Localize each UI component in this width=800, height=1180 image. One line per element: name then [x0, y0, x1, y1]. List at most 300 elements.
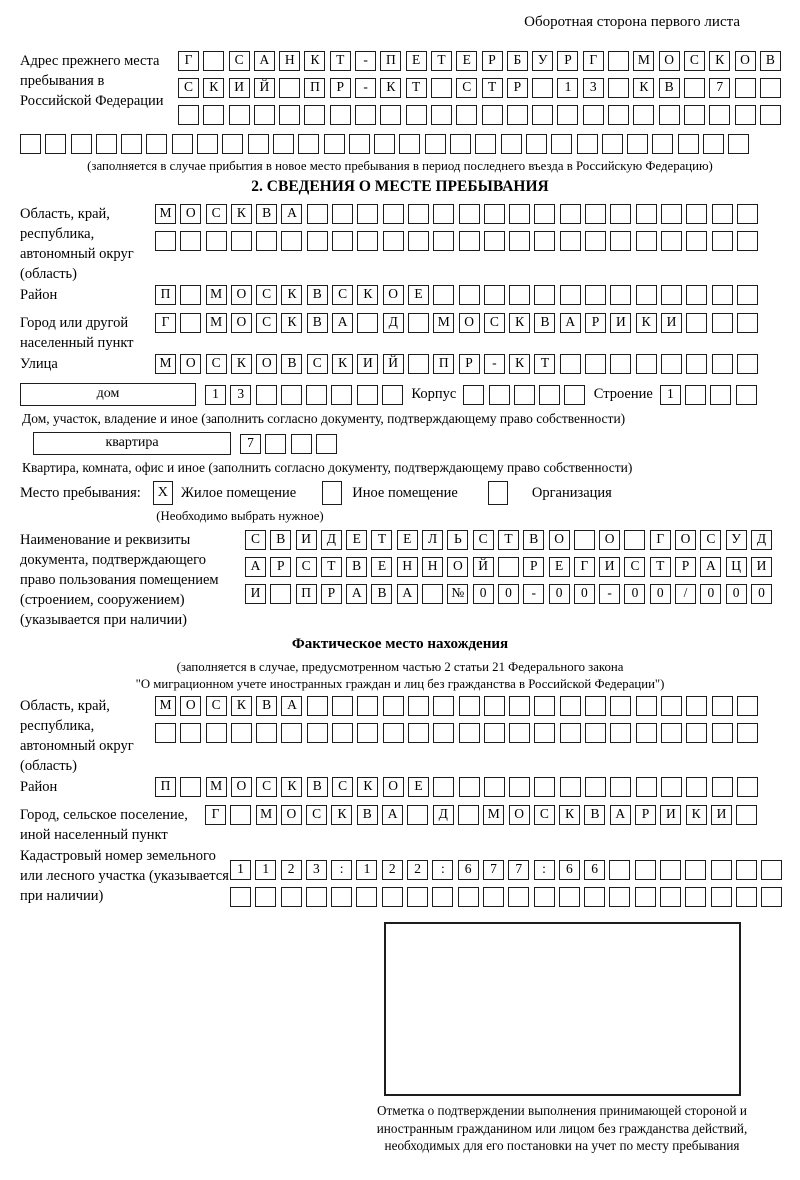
char-cell[interactable]: Е [456, 51, 477, 71]
char-cell[interactable] [357, 385, 378, 405]
char-cell[interactable]: И [660, 805, 681, 825]
char-cell[interactable]: С [206, 696, 227, 716]
char-cell[interactable] [307, 723, 328, 743]
char-cell[interactable] [684, 105, 705, 125]
char-cell[interactable] [564, 385, 585, 405]
char-cell[interactable]: В [584, 805, 605, 825]
char-cell[interactable]: - [355, 51, 376, 71]
char-cell[interactable] [534, 696, 555, 716]
char-cell[interactable] [463, 385, 484, 405]
char-cell[interactable] [686, 204, 707, 224]
char-cell[interactable] [585, 777, 606, 797]
char-cell[interactable]: У [726, 530, 747, 550]
char-cell[interactable] [509, 204, 530, 224]
char-cell[interactable] [712, 777, 733, 797]
char-cell[interactable]: О [383, 777, 404, 797]
char-cell[interactable] [456, 105, 477, 125]
char-cell[interactable] [534, 231, 555, 251]
char-cell[interactable]: К [509, 313, 530, 333]
char-cell[interactable]: В [659, 78, 680, 98]
char-cell[interactable] [172, 134, 193, 154]
char-cell[interactable]: А [346, 584, 367, 604]
char-cell[interactable] [231, 231, 252, 251]
char-cell[interactable] [509, 285, 530, 305]
char-cell[interactable]: Р [270, 557, 291, 577]
char-cell[interactable] [685, 385, 706, 405]
char-cell[interactable] [433, 204, 454, 224]
char-cell[interactable]: 0 [650, 584, 671, 604]
char-cell[interactable] [686, 777, 707, 797]
char-cell[interactable]: Б [507, 51, 528, 71]
char-cell[interactable] [279, 105, 300, 125]
checkbox-residential[interactable]: X [153, 481, 173, 505]
char-cell[interactable] [508, 887, 529, 907]
char-cell[interactable]: Й [473, 557, 494, 577]
char-cell[interactable] [610, 231, 631, 251]
char-cell[interactable] [610, 204, 631, 224]
char-cell[interactable] [728, 134, 749, 154]
char-cell[interactable]: О [231, 285, 252, 305]
char-cell[interactable] [203, 51, 224, 71]
char-cell[interactable] [458, 805, 479, 825]
char-cell[interactable]: А [700, 557, 721, 577]
char-cell[interactable]: О [509, 805, 530, 825]
char-cell[interactable] [661, 231, 682, 251]
char-cell[interactable] [306, 385, 327, 405]
char-cell[interactable] [484, 777, 505, 797]
char-cell[interactable]: Е [408, 777, 429, 797]
char-cell[interactable] [737, 777, 758, 797]
char-cell[interactable]: / [675, 584, 696, 604]
char-cell[interactable]: 3 [230, 385, 251, 405]
char-cell[interactable] [560, 285, 581, 305]
char-cell[interactable] [459, 696, 480, 716]
char-cell[interactable] [316, 434, 337, 454]
char-cell[interactable] [560, 204, 581, 224]
char-cell[interactable]: 0 [624, 584, 645, 604]
char-cell[interactable] [307, 204, 328, 224]
char-cell[interactable] [526, 134, 547, 154]
char-cell[interactable] [180, 231, 201, 251]
char-cell[interactable]: 0 [700, 584, 721, 604]
char-cell[interactable]: А [332, 313, 353, 333]
char-cell[interactable]: О [735, 51, 756, 71]
char-cell[interactable]: В [307, 313, 328, 333]
char-cell[interactable] [624, 530, 645, 550]
char-cell[interactable] [121, 134, 142, 154]
char-cell[interactable]: Г [155, 313, 176, 333]
char-cell[interactable] [380, 105, 401, 125]
char-cell[interactable]: П [304, 78, 325, 98]
char-cell[interactable] [737, 231, 758, 251]
char-cell[interactable]: Л [422, 530, 443, 550]
char-cell[interactable]: В [307, 777, 328, 797]
char-cell[interactable]: О [180, 204, 201, 224]
char-cell[interactable] [659, 105, 680, 125]
char-cell[interactable] [760, 105, 781, 125]
char-cell[interactable] [484, 696, 505, 716]
char-cell[interactable] [583, 105, 604, 125]
char-cell[interactable] [735, 105, 756, 125]
char-cell[interactable]: И [296, 530, 317, 550]
char-cell[interactable] [279, 78, 300, 98]
char-cell[interactable]: К [559, 805, 580, 825]
char-cell[interactable] [332, 204, 353, 224]
char-cell[interactable]: Р [557, 51, 578, 71]
char-cell[interactable] [760, 78, 781, 98]
char-cell[interactable] [231, 723, 252, 743]
char-cell[interactable] [180, 723, 201, 743]
char-cell[interactable] [357, 723, 378, 743]
char-cell[interactable]: Р [585, 313, 606, 333]
char-cell[interactable] [735, 78, 756, 98]
char-cell[interactable] [256, 231, 277, 251]
char-cell[interactable] [532, 78, 553, 98]
char-cell[interactable]: Е [408, 285, 429, 305]
char-cell[interactable] [431, 78, 452, 98]
char-cell[interactable]: Т [650, 557, 671, 577]
char-cell[interactable]: М [633, 51, 654, 71]
char-cell[interactable]: К [231, 696, 252, 716]
char-cell[interactable] [432, 887, 453, 907]
char-cell[interactable]: О [231, 313, 252, 333]
char-cell[interactable] [180, 313, 201, 333]
char-cell[interactable] [483, 887, 504, 907]
char-cell[interactable] [450, 134, 471, 154]
char-cell[interactable] [636, 723, 657, 743]
char-cell[interactable]: Т [431, 51, 452, 71]
char-cell[interactable]: Д [321, 530, 342, 550]
char-cell[interactable]: М [155, 354, 176, 374]
char-cell[interactable]: К [380, 78, 401, 98]
char-cell[interactable] [349, 134, 370, 154]
char-cell[interactable] [636, 354, 657, 374]
char-cell[interactable] [459, 204, 480, 224]
char-cell[interactable] [422, 584, 443, 604]
char-cell[interactable]: Р [507, 78, 528, 98]
char-cell[interactable] [737, 723, 758, 743]
char-cell[interactable] [737, 696, 758, 716]
char-cell[interactable]: М [206, 313, 227, 333]
char-cell[interactable]: И [661, 313, 682, 333]
char-cell[interactable] [230, 887, 251, 907]
char-cell[interactable] [609, 887, 630, 907]
char-cell[interactable]: К [281, 285, 302, 305]
char-cell[interactable] [636, 696, 657, 716]
char-cell[interactable]: А [560, 313, 581, 333]
char-cell[interactable] [602, 134, 623, 154]
char-cell[interactable] [180, 285, 201, 305]
char-cell[interactable] [222, 134, 243, 154]
char-cell[interactable]: 7 [709, 78, 730, 98]
char-cell[interactable] [484, 231, 505, 251]
char-cell[interactable] [383, 204, 404, 224]
char-cell[interactable] [331, 385, 352, 405]
char-cell[interactable] [459, 231, 480, 251]
char-cell[interactable] [407, 887, 428, 907]
char-cell[interactable] [660, 860, 681, 880]
char-cell[interactable] [433, 231, 454, 251]
char-cell[interactable] [273, 134, 294, 154]
char-cell[interactable] [678, 134, 699, 154]
char-cell[interactable]: Е [371, 557, 392, 577]
char-cell[interactable] [146, 134, 167, 154]
char-cell[interactable]: А [382, 805, 403, 825]
char-cell[interactable] [484, 723, 505, 743]
char-cell[interactable]: И [751, 557, 772, 577]
char-cell[interactable] [408, 313, 429, 333]
char-cell[interactable]: И [610, 313, 631, 333]
char-cell[interactable]: А [281, 204, 302, 224]
char-cell[interactable]: М [206, 285, 227, 305]
char-cell[interactable]: С [534, 805, 555, 825]
char-cell[interactable] [514, 385, 535, 405]
char-cell[interactable] [484, 285, 505, 305]
char-cell[interactable]: В [523, 530, 544, 550]
char-cell[interactable] [585, 285, 606, 305]
char-cell[interactable]: К [231, 204, 252, 224]
char-cell[interactable] [635, 860, 656, 880]
char-cell[interactable]: Т [498, 530, 519, 550]
char-cell[interactable]: К [331, 805, 352, 825]
char-cell[interactable]: С [229, 51, 250, 71]
char-cell[interactable] [610, 696, 631, 716]
char-cell[interactable]: С [473, 530, 494, 550]
char-cell[interactable]: К [636, 313, 657, 333]
char-cell[interactable] [433, 723, 454, 743]
char-cell[interactable] [408, 696, 429, 716]
char-cell[interactable]: С [456, 78, 477, 98]
char-cell[interactable]: Н [397, 557, 418, 577]
char-cell[interactable]: А [397, 584, 418, 604]
char-cell[interactable]: Р [635, 805, 656, 825]
char-cell[interactable]: О [447, 557, 468, 577]
char-cell[interactable]: В [760, 51, 781, 71]
char-cell[interactable] [45, 134, 66, 154]
char-cell[interactable]: 1 [660, 385, 681, 405]
char-cell[interactable] [383, 696, 404, 716]
char-cell[interactable] [711, 860, 732, 880]
char-cell[interactable]: А [281, 696, 302, 716]
char-cell[interactable] [357, 696, 378, 716]
char-cell[interactable] [610, 777, 631, 797]
char-cell[interactable] [661, 354, 682, 374]
char-cell[interactable] [459, 723, 480, 743]
char-cell[interactable]: С [700, 530, 721, 550]
char-cell[interactable] [627, 134, 648, 154]
char-cell[interactable] [324, 134, 345, 154]
char-cell[interactable]: М [155, 204, 176, 224]
char-cell[interactable]: 1 [557, 78, 578, 98]
char-cell[interactable]: - [523, 584, 544, 604]
char-cell[interactable]: О [675, 530, 696, 550]
char-cell[interactable]: Е [549, 557, 570, 577]
char-cell[interactable] [382, 385, 403, 405]
char-cell[interactable] [281, 723, 302, 743]
char-cell[interactable] [585, 354, 606, 374]
char-cell[interactable] [560, 777, 581, 797]
char-cell[interactable]: К [709, 51, 730, 71]
char-cell[interactable]: 3 [583, 78, 604, 98]
char-cell[interactable] [265, 434, 286, 454]
char-cell[interactable] [155, 723, 176, 743]
char-cell[interactable] [737, 285, 758, 305]
char-cell[interactable]: Ь [447, 530, 468, 550]
char-cell[interactable]: : [534, 860, 555, 880]
char-cell[interactable] [608, 78, 629, 98]
char-cell[interactable]: Г [583, 51, 604, 71]
char-cell[interactable]: 1 [356, 860, 377, 880]
char-cell[interactable] [661, 285, 682, 305]
char-cell[interactable]: О [459, 313, 480, 333]
char-cell[interactable]: В [270, 530, 291, 550]
char-cell[interactable]: К [281, 777, 302, 797]
char-cell[interactable] [534, 204, 555, 224]
char-cell[interactable] [686, 696, 707, 716]
char-cell[interactable]: И [599, 557, 620, 577]
char-cell[interactable] [475, 134, 496, 154]
char-cell[interactable] [509, 777, 530, 797]
char-cell[interactable]: У [532, 51, 553, 71]
char-cell[interactable]: О [659, 51, 680, 71]
char-cell[interactable] [636, 204, 657, 224]
char-cell[interactable]: Г [205, 805, 226, 825]
char-cell[interactable] [703, 134, 724, 154]
char-cell[interactable]: П [380, 51, 401, 71]
char-cell[interactable] [635, 887, 656, 907]
char-cell[interactable] [532, 105, 553, 125]
char-cell[interactable] [633, 105, 654, 125]
char-cell[interactable] [560, 723, 581, 743]
char-cell[interactable] [661, 204, 682, 224]
char-cell[interactable] [534, 285, 555, 305]
char-cell[interactable]: В [534, 313, 555, 333]
char-cell[interactable]: А [245, 557, 266, 577]
char-cell[interactable]: 0 [498, 584, 519, 604]
char-cell[interactable] [357, 204, 378, 224]
char-cell[interactable]: П [155, 777, 176, 797]
char-cell[interactable]: 3 [306, 860, 327, 880]
char-cell[interactable] [585, 723, 606, 743]
char-cell[interactable]: К [231, 354, 252, 374]
char-cell[interactable] [539, 385, 560, 405]
char-cell[interactable]: В [256, 204, 277, 224]
checkbox-organization[interactable] [488, 481, 508, 505]
char-cell[interactable] [229, 105, 250, 125]
char-cell[interactable] [155, 231, 176, 251]
char-cell[interactable]: Е [346, 530, 367, 550]
char-cell[interactable]: - [355, 78, 376, 98]
char-cell[interactable] [736, 887, 757, 907]
char-cell[interactable] [712, 285, 733, 305]
char-cell[interactable] [230, 805, 251, 825]
char-cell[interactable]: О [599, 530, 620, 550]
char-cell[interactable] [660, 887, 681, 907]
char-cell[interactable]: М [155, 696, 176, 716]
char-cell[interactable] [560, 354, 581, 374]
char-cell[interactable] [20, 134, 41, 154]
char-cell[interactable]: А [254, 51, 275, 71]
char-cell[interactable] [374, 134, 395, 154]
char-cell[interactable]: 6 [584, 860, 605, 880]
char-cell[interactable]: М [433, 313, 454, 333]
char-cell[interactable] [291, 434, 312, 454]
char-cell[interactable] [248, 134, 269, 154]
char-cell[interactable]: - [484, 354, 505, 374]
char-cell[interactable]: С [307, 354, 328, 374]
char-cell[interactable]: Р [321, 584, 342, 604]
char-cell[interactable] [686, 231, 707, 251]
char-cell[interactable]: Т [330, 51, 351, 71]
char-cell[interactable] [577, 134, 598, 154]
char-cell[interactable]: 7 [483, 860, 504, 880]
char-cell[interactable]: К [304, 51, 325, 71]
char-cell[interactable] [206, 231, 227, 251]
char-cell[interactable] [507, 105, 528, 125]
char-cell[interactable] [331, 887, 352, 907]
char-cell[interactable] [710, 385, 731, 405]
char-cell[interactable]: 2 [281, 860, 302, 880]
char-cell[interactable] [332, 696, 353, 716]
char-cell[interactable]: К [686, 805, 707, 825]
char-cell[interactable] [304, 105, 325, 125]
char-cell[interactable]: В [371, 584, 392, 604]
char-cell[interactable] [270, 584, 291, 604]
char-cell[interactable] [736, 860, 757, 880]
char-cell[interactable] [661, 777, 682, 797]
char-cell[interactable] [712, 231, 733, 251]
char-cell[interactable]: С [684, 51, 705, 71]
char-cell[interactable] [425, 134, 446, 154]
char-cell[interactable] [281, 231, 302, 251]
char-cell[interactable]: К [509, 354, 530, 374]
char-cell[interactable] [408, 231, 429, 251]
char-cell[interactable] [96, 134, 117, 154]
char-cell[interactable]: К [281, 313, 302, 333]
char-cell[interactable] [407, 805, 428, 825]
char-cell[interactable] [178, 105, 199, 125]
char-cell[interactable] [610, 354, 631, 374]
char-cell[interactable] [559, 887, 580, 907]
char-cell[interactable]: 1 [230, 860, 251, 880]
char-cell[interactable] [585, 696, 606, 716]
char-cell[interactable] [712, 204, 733, 224]
char-cell[interactable]: К [633, 78, 654, 98]
char-cell[interactable] [459, 285, 480, 305]
char-cell[interactable]: П [433, 354, 454, 374]
char-cell[interactable]: Р [330, 78, 351, 98]
char-cell[interactable] [737, 313, 758, 333]
char-cell[interactable]: 1 [205, 385, 226, 405]
char-cell[interactable] [306, 887, 327, 907]
char-cell[interactable]: О [180, 696, 201, 716]
char-cell[interactable]: С [178, 78, 199, 98]
char-cell[interactable]: М [256, 805, 277, 825]
char-cell[interactable]: Д [433, 805, 454, 825]
char-cell[interactable]: С [256, 285, 277, 305]
char-cell[interactable] [534, 777, 555, 797]
char-cell[interactable] [408, 204, 429, 224]
char-cell[interactable] [534, 887, 555, 907]
char-cell[interactable] [737, 354, 758, 374]
char-cell[interactable] [355, 105, 376, 125]
char-cell[interactable] [686, 313, 707, 333]
char-cell[interactable]: С [256, 313, 277, 333]
char-cell[interactable] [684, 78, 705, 98]
char-cell[interactable]: Г [650, 530, 671, 550]
char-cell[interactable] [256, 385, 277, 405]
char-cell[interactable] [332, 723, 353, 743]
